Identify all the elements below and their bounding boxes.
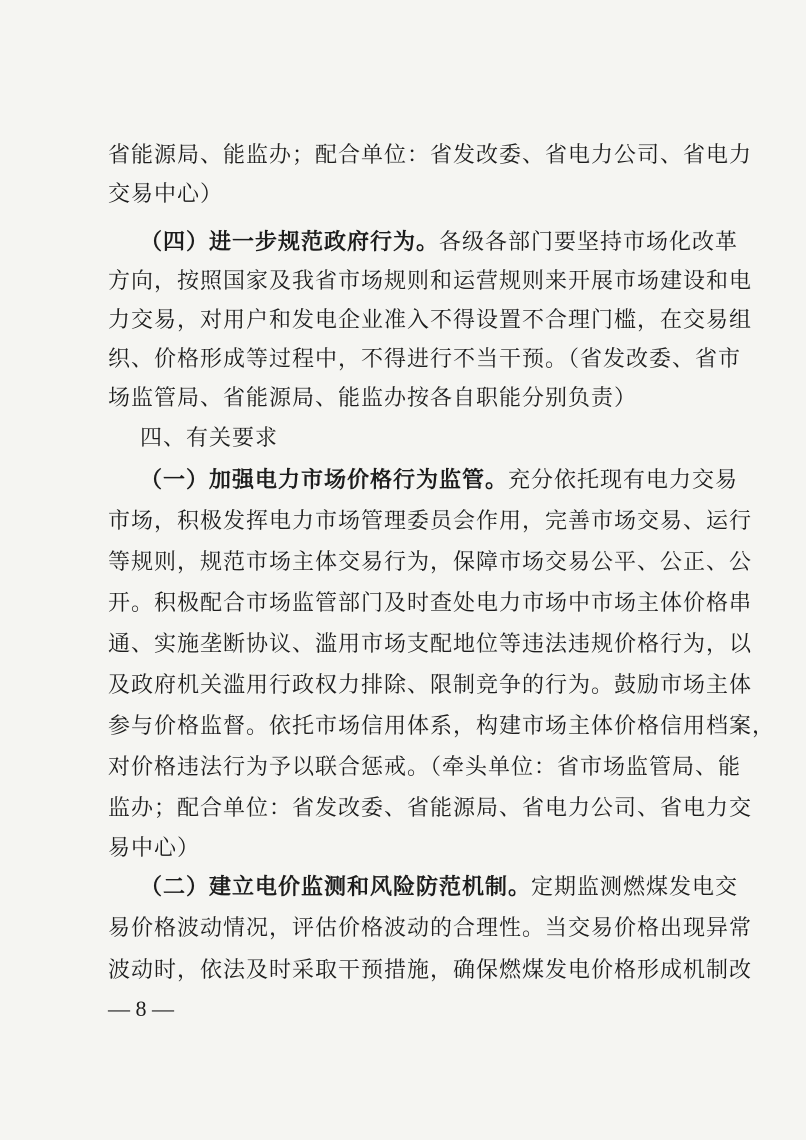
section-text: 充分依托现有电力交易 [508, 468, 739, 493]
text-line: 波动时，依法及时采取干预措施，确保燃煤发电价格形成机制改 [108, 958, 753, 983]
text-line: 等规则，规范市场主体交易行为，保障市场交易公平、公正、公 [108, 550, 753, 575]
text-line: 场监管局、省能源局、能监办按各自职能分别负责） [108, 386, 638, 411]
section-paragraph-four [140, 228, 739, 258]
text-line: 及政府机关滥用行政权力排除、限制竞争的行为。鼓励市场主体 [108, 673, 753, 698]
text-line: 织、价格形成等过程中，不得进行不当干预。（省发改委、省市 [108, 347, 742, 372]
text-line: 通、实施垄断协议、滥用市场支配地位等违法违规价格行为，以 [108, 632, 753, 657]
text-line: 易中心） [108, 836, 201, 861]
text-line: 力交易，对用户和发电企业准入不得设置不合理门槛，在交易组 [108, 308, 753, 333]
text-line: 方向，按照国家及我省市场规则和运营规则来开展市场建设和电 [108, 269, 753, 294]
section-paragraph-one [140, 466, 739, 496]
section-text: 定期监测燃煤发电交 [531, 875, 739, 900]
text-line: 对价格违法行为予以联合惩戒。（牵头单位：省市场监管局、能 [108, 755, 742, 780]
section-text: 各级各部门要坚持市场化改革 [439, 230, 739, 255]
text-line: 监办；配合单位：省发改委、省能源局、省电力公司、省电力交 [108, 796, 753, 821]
text-line: 开。积极配合市场监管部门及时查处电力市场中市场主体价格串 [108, 591, 753, 616]
text-line: 省能源局、能监办；配合单位：省发改委、省电力公司、省电力 [108, 143, 753, 168]
text-line: 易价格波动情况，评估价格波动的合理性。当交易价格出现异常 [108, 916, 753, 941]
section-heading: （四）进一步规范政府行为。 [140, 230, 440, 255]
page-number: — 8 — [108, 996, 174, 1021]
text-line: 市场，积极发挥电力市场管理委员会作用，完善市场交易、运行 [108, 509, 753, 534]
text-line: 交易中心） [108, 182, 224, 207]
section-title: 四、有关要求 [140, 426, 279, 451]
section-heading: （一）加强电力市场价格行为监管。 [140, 468, 509, 493]
section-heading: （二）建立电价监测和风险防范机制。 [140, 875, 532, 900]
text-line: 参与价格监督。依托市场信用体系，构建市场主体价格信用档案， [108, 714, 776, 739]
section-paragraph-two [140, 873, 739, 903]
